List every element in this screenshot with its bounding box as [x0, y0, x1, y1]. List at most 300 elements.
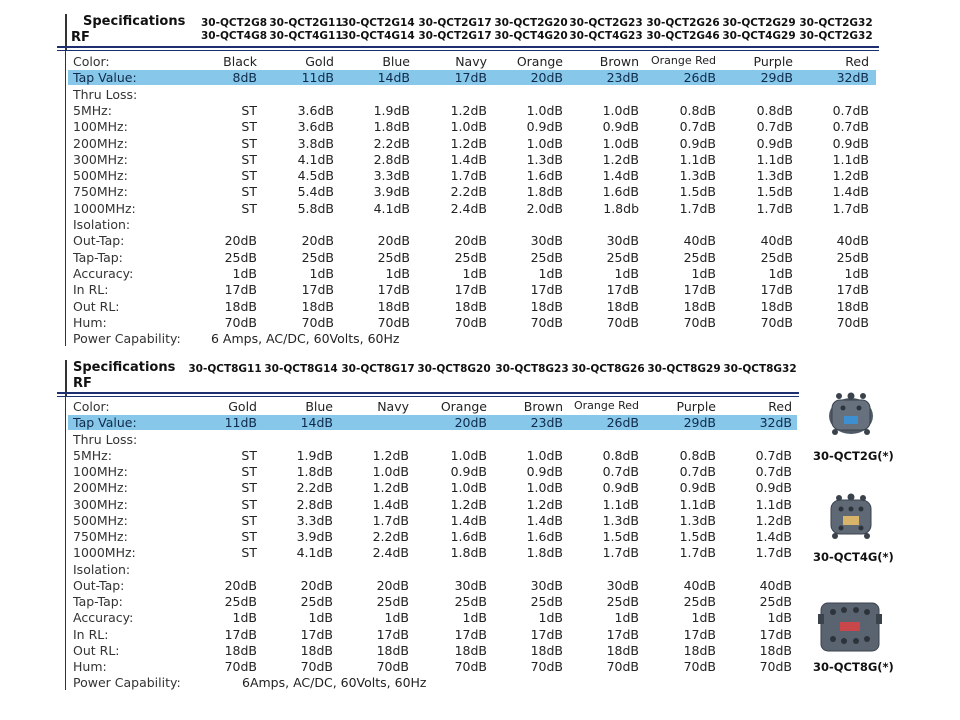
model-number-header: 30-QCT8G32: [723, 363, 797, 375]
tap-value-cell: 20dB: [454, 415, 487, 431]
spec-row-label: Accuracy:: [73, 265, 134, 281]
spec-cell: 1.1dB: [602, 496, 639, 512]
spec-cell: 4.5dB: [297, 168, 334, 184]
header-divider: [57, 392, 799, 394]
spec-cell: 0.7dB: [755, 464, 792, 479]
spec-row-label: Isolation:: [73, 217, 131, 232]
model-number-header: 30-QCT2G32: [799, 17, 873, 29]
spec-row-label: 1000MHz:: [73, 545, 136, 561]
spec-cell: 17dB: [606, 282, 639, 298]
spec-row-label: 750MHz:: [73, 184, 128, 200]
spec-cell: 1.2dB: [372, 480, 409, 496]
spec-cell: 18dB: [530, 642, 563, 658]
spec-row-label: 5MHz:: [73, 447, 112, 463]
tap-value-cell: 32dB: [836, 70, 869, 86]
spec-cell: Gold: [305, 54, 334, 69]
spec-cell: 0.9dB: [526, 464, 563, 479]
spec-cell: 3.3dB: [296, 512, 333, 528]
spec-cell: 1dB: [462, 610, 487, 626]
spec-cell: 1.3dB: [602, 512, 639, 528]
spec-row-label: Thru Loss:: [73, 431, 138, 447]
spec-cell: 0.7dB: [755, 447, 792, 463]
spec-cell: 1.8dB: [450, 545, 487, 561]
spec-cell: 20dB: [224, 233, 257, 249]
tap-value-cell: 11dB: [224, 415, 257, 431]
spec-cell: Red: [845, 54, 869, 69]
spec-cell: 1dB: [309, 265, 334, 281]
spec-cell: ST: [241, 102, 257, 118]
spec-cell: ST: [241, 200, 257, 216]
spec-cell: 1.6dB: [526, 529, 563, 544]
spec-subtitle: RF: [73, 376, 92, 391]
spec-cell: 17dB: [454, 626, 487, 642]
spec-cell: 70dB: [300, 659, 333, 674]
spec-cell: 5.8dB: [297, 200, 334, 216]
spec-cell: 25dB: [301, 249, 334, 265]
spec-cell: 1dB: [462, 265, 487, 281]
spec-cell: 40dB: [836, 233, 869, 249]
spec-cell: 1dB: [232, 265, 257, 281]
spec-cell: 18dB: [530, 298, 563, 314]
spec-cell: 17dB: [683, 626, 716, 642]
product-caption: 30-QCT4G(*): [813, 550, 894, 564]
tap-value-label: Tap Value:: [73, 415, 137, 431]
spec-cell: 18dB: [683, 298, 716, 314]
spec-cell: 2.8dB: [373, 151, 410, 167]
spec-cell: 0.9dB: [602, 119, 639, 135]
spec-cell: 0.9dB: [679, 135, 716, 151]
spec-cell: 1.8dB: [526, 545, 563, 561]
model-number-header: 30-QCT2G46: [646, 30, 720, 42]
spec-cell: 1.3dB: [526, 151, 563, 167]
spec-cell: ST: [241, 168, 257, 184]
spec-cell: Black: [223, 54, 257, 69]
spec-cell: 25dB: [300, 594, 333, 609]
spec-cell: 3.6dB: [297, 102, 334, 118]
spec-cell: 17dB: [760, 282, 793, 298]
spec-row-label: 500MHz:: [73, 168, 128, 184]
tap-value-cell: 29dB: [760, 70, 793, 86]
spec-row-label: Tap-Tap:: [73, 249, 123, 265]
spec-cell: 70dB: [454, 659, 487, 674]
spec-cell: 18dB: [224, 298, 257, 314]
spec-cell: 17dB: [377, 282, 410, 298]
model-number-header: 30-QCT8G11: [188, 363, 262, 375]
2-port-tap-icon: [826, 390, 876, 438]
spec-cell: 0.8dB: [679, 102, 716, 118]
model-number-header: 30-QCT8G14: [264, 363, 338, 375]
4-port-tap-icon: [826, 492, 876, 542]
spec-cell: 1.4dB: [755, 529, 792, 544]
spec-row-label: 200MHz:: [73, 480, 128, 496]
spec-cell: 0.7dB: [679, 464, 716, 479]
model-number-header: 30-QCT4G11: [269, 30, 343, 42]
table-left-rule: [65, 360, 67, 396]
spec-cell: 25dB: [606, 594, 639, 609]
spec-cell: 4.1dB: [297, 151, 334, 167]
spec-cell: 1.0dB: [526, 135, 563, 151]
spec-cell: 1dB: [614, 265, 639, 281]
spec-cell: 1dB: [691, 610, 716, 626]
spec-cell: 18dB: [224, 642, 257, 658]
spec-cell: 1.1dB: [679, 496, 716, 512]
spec-cell: 25dB: [836, 249, 869, 265]
spec-cell: 2.2dB: [450, 184, 487, 200]
spec-cell: 1dB: [384, 610, 409, 626]
spec-cell: 20dB: [376, 577, 409, 593]
tap-value-cell: 14dB: [300, 415, 333, 431]
spec-row-label: 300MHz:: [73, 151, 128, 167]
spec-cell: 20dB: [224, 577, 257, 593]
spec-cell: 1.2dB: [832, 168, 869, 184]
model-number-header: 30-QCT4G8: [201, 30, 267, 42]
spec-cell: 1.3dB: [756, 168, 793, 184]
tap-value-cell: 14dB: [377, 70, 410, 86]
spec-cell: 0.8dB: [756, 102, 793, 118]
spec-cell: 1.7dB: [679, 545, 716, 561]
spec-cell: 1dB: [767, 610, 792, 626]
spec-cell: 40dB: [759, 577, 792, 593]
model-number-header: 30-QCT2G29: [722, 17, 796, 29]
spec-cell: 1.4dB: [602, 168, 639, 184]
spec-cell: 2.2dB: [373, 135, 410, 151]
spec-cell: 70dB: [760, 314, 793, 330]
spec-cell: 1.0dB: [450, 447, 487, 463]
spec-cell: 1.7dB: [832, 200, 869, 216]
spec-cell: 1.5dB: [602, 529, 639, 544]
spec-cell: 1dB: [385, 265, 410, 281]
spec-cell: 2.8dB: [296, 496, 333, 512]
model-number-header: 30-QCT8G26: [571, 363, 645, 375]
spec-cell: 18dB: [606, 298, 639, 314]
tap-value-cell: 23dB: [530, 415, 563, 431]
spec-cell: 1.1dB: [679, 151, 716, 167]
model-number-header: 30-QCT2G23: [569, 17, 643, 29]
spec-row-label: Accuracy:: [73, 610, 134, 626]
spec-cell: 2.4dB: [450, 200, 487, 216]
spec-cell: 70dB: [759, 659, 792, 674]
spec-cell: 1.1dB: [755, 496, 792, 512]
spec-cell: ST: [241, 119, 257, 135]
spec-cell: 17dB: [530, 626, 563, 642]
spec-cell: 30dB: [454, 577, 487, 593]
spec-cell: 70dB: [454, 314, 487, 330]
spec-cell: 0.9dB: [755, 480, 792, 496]
spec-cell: 70dB: [301, 314, 334, 330]
spec-cell: 0.8dB: [602, 447, 639, 463]
spec-cell: 70dB: [683, 659, 716, 674]
spec-cell: 1.4dB: [450, 151, 487, 167]
spec-cell: 1dB: [614, 610, 639, 626]
spec-cell: 18dB: [301, 298, 334, 314]
spec-cell: Blue: [382, 54, 410, 69]
table-left-rule: [65, 396, 66, 690]
spec-cell: 1.7dB: [756, 200, 793, 216]
spec-subtitle: RF: [71, 30, 90, 45]
spec-cell: 3.9dB: [296, 529, 333, 544]
table-left-rule: [65, 14, 67, 50]
spec-cell: 0.9dB: [526, 119, 563, 135]
spec-cell: 1.5dB: [756, 184, 793, 200]
spec-cell: 70dB: [683, 314, 716, 330]
spec-row-label: Thru Loss:: [73, 86, 138, 102]
spec-row-label: Out-Tap:: [73, 577, 125, 593]
header-divider: [57, 396, 799, 397]
spec-row-label: 500MHz:: [73, 512, 128, 528]
model-number-header: 30-QCT2G8: [201, 17, 267, 29]
spec-cell: 18dB: [377, 298, 410, 314]
spec-row-label: 100MHz:: [73, 464, 128, 479]
tap-value-cell: 26dB: [683, 70, 716, 86]
spec-cell: 1.7dB: [755, 545, 792, 561]
spec-cell: 0.9dB: [602, 480, 639, 496]
spec-cell: 1.4dB: [450, 512, 487, 528]
model-number-header: 30-QCT8G20: [417, 363, 491, 375]
model-number-header: 30-QCT4G14: [341, 30, 415, 42]
spec-cell: 1.6dB: [602, 184, 639, 200]
spec-cell: 20dB: [300, 577, 333, 593]
spec-cell: 25dB: [683, 594, 716, 609]
spec-cell: 4.1dB: [373, 200, 410, 216]
power-capability-value: 6Amps, AC/DC, 60Volts, 60Hz: [242, 675, 427, 691]
spec-cell: 0.9dB: [679, 480, 716, 496]
model-number-header: 30-QCT4G29: [722, 30, 796, 42]
tap-value-label: Tap Value:: [73, 70, 137, 86]
model-number-header: 30-QCT2G17: [418, 30, 492, 42]
spec-cell: ST: [241, 545, 257, 561]
spec-cell: 1.0dB: [372, 464, 409, 479]
spec-cell: Navy: [455, 54, 487, 69]
spec-cell: 17dB: [301, 282, 334, 298]
spec-cell: 1.6dB: [450, 529, 487, 544]
spec-cell: 30dB: [530, 577, 563, 593]
spec-row-label: Color:: [73, 54, 110, 69]
spec-cell: 17dB: [224, 282, 257, 298]
spec-cell: 1.0dB: [450, 119, 487, 135]
spec-title: Specifications: [73, 360, 176, 375]
spec-cell: 70dB: [530, 659, 563, 674]
spec-row-label: In RL:: [73, 626, 109, 642]
spec-row-label: Color:: [73, 399, 110, 414]
spec-cell: 1.8dB: [373, 119, 410, 135]
spec-cell: ST: [241, 512, 257, 528]
spec-cell: 17dB: [376, 626, 409, 642]
spec-cell: 1.9dB: [373, 102, 410, 118]
product-caption: 30-QCT2G(*): [813, 449, 894, 463]
spec-row-label: 300MHz:: [73, 496, 128, 512]
spec-cell: 1.2dB: [526, 496, 563, 512]
spec-cell: 25dB: [224, 594, 257, 609]
model-number-header: 30-QCT2G32: [799, 30, 873, 42]
spec-row-label: 750MHz:: [73, 529, 128, 544]
spec-cell: 1dB: [538, 265, 563, 281]
spec-cell: Navy: [377, 399, 409, 414]
spec-cell: 70dB: [376, 659, 409, 674]
spec-cell: 1.9dB: [296, 447, 333, 463]
spec-cell: Brown: [599, 54, 639, 69]
spec-row-label: 1000MHz:: [73, 200, 136, 216]
spec-cell: 30dB: [606, 233, 639, 249]
spec-cell: 1.8db: [603, 200, 639, 216]
spec-cell: 70dB: [224, 314, 257, 330]
spec-cell: 0.7dB: [679, 119, 716, 135]
spec-row-label: 5MHz:: [73, 102, 112, 118]
spec-cell: 18dB: [683, 642, 716, 658]
spec-cell: 18dB: [300, 642, 333, 658]
spec-cell: 1.4dB: [526, 512, 563, 528]
spec-cell: 0.8dB: [679, 447, 716, 463]
spec-cell: Orange: [516, 54, 563, 69]
spec-cell: 1dB: [691, 265, 716, 281]
spec-cell: 1dB: [844, 265, 869, 281]
model-number-header: 30-QCT2G26: [646, 17, 720, 29]
spec-cell: 1.4dB: [372, 496, 409, 512]
spec-row-label: Power Capability:: [73, 675, 181, 691]
spec-cell: 25dB: [454, 249, 487, 265]
spec-cell: 25dB: [454, 594, 487, 609]
spec-cell: 1.7dB: [679, 200, 716, 216]
spec-cell: 18dB: [760, 298, 793, 314]
spec-cell: 25dB: [224, 249, 257, 265]
spec-cell: 1.0dB: [602, 102, 639, 118]
spec-cell: 2.2dB: [296, 480, 333, 496]
spec-cell: 1.8dB: [526, 184, 563, 200]
spec-cell: 1dB: [232, 610, 257, 626]
spec-cell: ST: [241, 480, 257, 496]
spec-row-label: Hum:: [73, 314, 107, 330]
tap-value-cell: 29dB: [683, 415, 716, 431]
spec-cell: 0.7dB: [832, 102, 869, 118]
spec-cell: 70dB: [606, 314, 639, 330]
spec-cell: 25dB: [376, 594, 409, 609]
tap-value-cell: 11dB: [301, 70, 334, 86]
spec-cell: 30dB: [606, 577, 639, 593]
spec-cell: 20dB: [301, 233, 334, 249]
tap-value-cell: 8dB: [232, 70, 257, 86]
tap-value-cell: 26dB: [606, 415, 639, 431]
spec-cell: 20dB: [377, 233, 410, 249]
spec-cell: 2.0dB: [526, 200, 563, 216]
spec-cell: 25dB: [760, 249, 793, 265]
spec-cell: 25dB: [530, 249, 563, 265]
spec-row-label: In RL:: [73, 282, 109, 298]
spec-cell: 18dB: [454, 642, 487, 658]
tap-value-cell: 20dB: [530, 70, 563, 86]
spec-cell: 1.0dB: [526, 480, 563, 496]
spec-cell: 1.2dB: [602, 151, 639, 167]
spec-cell: ST: [241, 151, 257, 167]
model-number-header: 30-QCT8G17: [341, 363, 415, 375]
spec-cell: Brown: [523, 399, 563, 414]
model-number-header: 30-QCT4G23: [569, 30, 643, 42]
spec-cell: 1.2dB: [450, 135, 487, 151]
spec-cell: 1.7dB: [372, 512, 409, 528]
spec-cell: 1.1dB: [832, 151, 869, 167]
spec-cell: Purple: [676, 399, 716, 414]
spec-cell: 0.7dB: [602, 464, 639, 479]
spec-cell: 1.1dB: [756, 151, 793, 167]
spec-cell: 1dB: [768, 265, 793, 281]
spec-cell: ST: [241, 135, 257, 151]
model-number-header: 30-QCT8G23: [495, 363, 569, 375]
spec-cell: 4.1dB: [296, 545, 333, 561]
spec-cell: ST: [241, 184, 257, 200]
spec-cell: 40dB: [683, 577, 716, 593]
spec-cell: 1.0dB: [526, 447, 563, 463]
spec-cell: 70dB: [606, 659, 639, 674]
spec-title: Specifications: [83, 14, 186, 29]
model-number-header: 30-QCT2G11: [269, 17, 343, 29]
spec-cell: 30dB: [530, 233, 563, 249]
spec-cell: 0.9dB: [756, 135, 793, 151]
spec-cell: 0.7dB: [832, 119, 869, 135]
spec-row-label: Isolation:: [73, 561, 131, 577]
spec-cell: 17dB: [606, 626, 639, 642]
spec-cell: 1.5dB: [679, 184, 716, 200]
spec-cell: 1.0dB: [450, 480, 487, 496]
spec-cell: Orange Red: [573, 399, 639, 412]
spec-cell: 40dB: [683, 233, 716, 249]
spec-cell: Gold: [228, 399, 257, 414]
spec-cell: Orange: [440, 399, 487, 414]
spec-row-label: Power Capability:: [73, 331, 181, 347]
model-number-header: 30-QCT2G20: [494, 17, 568, 29]
spec-cell: 18dB: [836, 298, 869, 314]
spec-cell: 1.3dB: [679, 168, 716, 184]
spec-cell: Blue: [305, 399, 333, 414]
spec-cell: 18dB: [454, 298, 487, 314]
spec-cell: Red: [768, 399, 792, 414]
spec-cell: 0.9dB: [450, 464, 487, 479]
spec-cell: 1.0dB: [602, 135, 639, 151]
spec-cell: 18dB: [606, 642, 639, 658]
spec-cell: 1.4dB: [832, 184, 869, 200]
tap-value-cell: 23dB: [606, 70, 639, 86]
spec-cell: 3.3dB: [373, 168, 410, 184]
spec-cell: 25dB: [530, 594, 563, 609]
spec-cell: ST: [241, 496, 257, 512]
spec-cell: 1.7dB: [602, 545, 639, 561]
spec-row-label: Out RL:: [73, 298, 120, 314]
spec-cell: 25dB: [377, 249, 410, 265]
spec-cell: 3.9dB: [373, 184, 410, 200]
model-number-header: 30-QCT4G20: [494, 30, 568, 42]
spec-cell: 3.6dB: [297, 119, 334, 135]
header-divider: [57, 46, 879, 48]
spec-cell: 2.4dB: [372, 545, 409, 561]
spec-cell: 0.9dB: [832, 135, 869, 151]
spec-row-label: Tap-Tap:: [73, 594, 123, 609]
spec-cell: Orange Red: [650, 54, 716, 67]
spec-cell: 1.2dB: [755, 512, 792, 528]
spec-cell: 40dB: [760, 233, 793, 249]
model-number-header: 30-QCT2G14: [341, 17, 415, 29]
spec-cell: 1.7dB: [450, 168, 487, 184]
model-number-header: 30-QCT2G17: [418, 17, 492, 29]
spec-cell: 1.2dB: [372, 447, 409, 463]
spec-cell: 70dB: [224, 659, 257, 674]
table-left-rule: [65, 50, 66, 346]
spec-cell: 25dB: [759, 594, 792, 609]
spec-cell: 1.2dB: [450, 102, 487, 118]
spec-cell: ST: [241, 529, 257, 544]
spec-cell: Purple: [753, 54, 793, 69]
spec-cell: 0.7dB: [756, 119, 793, 135]
spec-cell: 17dB: [454, 282, 487, 298]
spec-row-label: 100MHz:: [73, 119, 128, 135]
spec-cell: 70dB: [377, 314, 410, 330]
tap-value-cell: 17dB: [454, 70, 487, 86]
